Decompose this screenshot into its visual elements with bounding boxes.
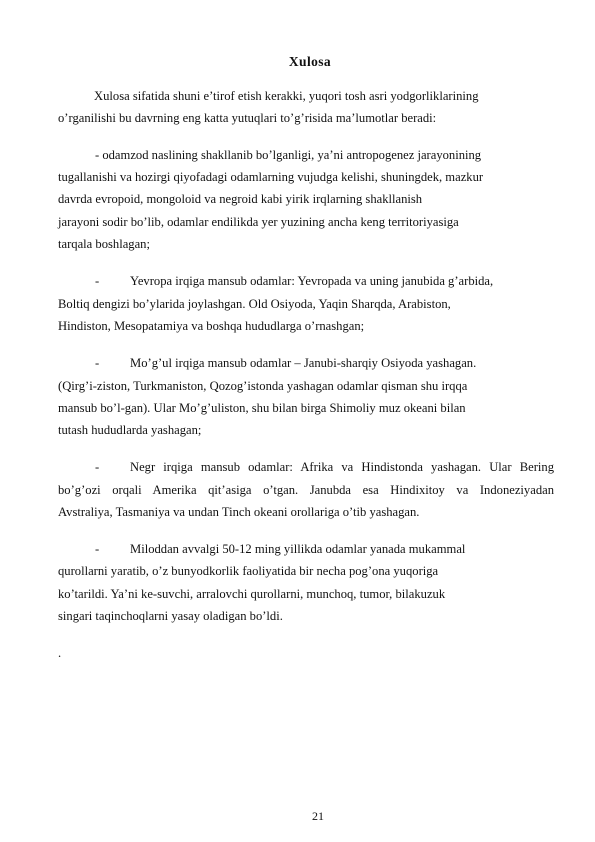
page-title: Xulosa — [288, 54, 332, 69]
list-dash: - — [95, 460, 100, 474]
para4-line-1: Negr irqiga mansub odamlar: Afrika va Hindistonda yashagan. Ular Bering — [130, 460, 554, 474]
para5-line-2: qurollarni yaratib, o’z bunyodkorlik faoliyatida bir necha pog’ona yuqoriga — [58, 564, 439, 578]
para3-line-2: (Qirg’i-ziston, Turkmaniston, Qozog’istonda yashagan odamlar qisman shu irqqa — [58, 379, 468, 393]
para4-line-3: Avstraliya, Tasmaniya va undan Tinch okeani orollariga o’tib yashagan. — [58, 505, 420, 519]
para4-line-2: bo’g’ozi orqali Amerika qit’asiga o’tgan. Janubda esa Hindixitoy va Indoneziyadan — [58, 483, 554, 497]
para2-line-3: Hindiston, Mesopatamiya va boshqa hududlarga o’rnashgan; — [58, 319, 365, 333]
para1-line-3: davrda evropoid, mongoloid va negroid kabi yirik irqlarning shakllanish — [58, 192, 423, 206]
list-dash: - — [95, 356, 100, 370]
para1-line-5: tarqala boshlagan; — [58, 237, 150, 251]
para1-line-1: - odamzod naslining shakllanib bo’lganligi, ya’ni antropogenez jarayonining — [95, 148, 482, 162]
para3-line-1: Mo’g’ul irqiga mansub odamlar – Janubi-sharqiy Osiyoda yashagan. — [130, 356, 477, 370]
para5-line-4: singari taqinchoqlarni yasay oladigan bo’ldi. — [58, 609, 283, 623]
para5-line-1: Miloddan avvalgi 50-12 ming yillikda odamlar yanada mukammal — [130, 542, 466, 556]
list-dash: - — [95, 274, 100, 288]
para3-line-4: tutash hududlarda yashagan; — [58, 423, 202, 437]
trailing-dot: . — [58, 646, 62, 660]
page-number: 21 — [312, 809, 324, 823]
list-dash: - — [95, 542, 100, 556]
para2-line-1: Yevropa irqiga mansub odamlar: Yevropada va uning janubida g’arbida, — [130, 274, 494, 288]
para5-line-3: ko’tarildi. Ya’ni ke-suvchi, arralovchi qurollarni, munchoq, tumor, bilakuzuk — [58, 587, 446, 601]
intro-line-1: Xulosa sifatida shuni e’tirof etish kerakki, yuqori tosh asri yodgorliklarining — [94, 89, 479, 103]
para3-line-3: mansub bo’l-gan). Ular Mo’g’uliston, shu bilan birga Shimoliy muz okeani bilan — [58, 401, 466, 415]
intro-line-2: o’rganilishi bu davrning eng katta yutuqlari to’g’risida ma’lumotlar beradi: — [58, 111, 437, 125]
para2-line-2: Boltiq dengizi bo’ylarida joylashgan. Old Osiyoda, Yaqin Sharqda, Arabiston, — [58, 297, 451, 311]
para1-line-2: tugallanishi va hozirgi qiyofadagi odamlarning vujudga kelishi, shuningdek, mazkur — [58, 170, 484, 184]
para1-line-4: jarayoni sodir bo’lib, odamlar endilikda yer yuzining ancha keng territoriyasiga — [58, 215, 459, 229]
